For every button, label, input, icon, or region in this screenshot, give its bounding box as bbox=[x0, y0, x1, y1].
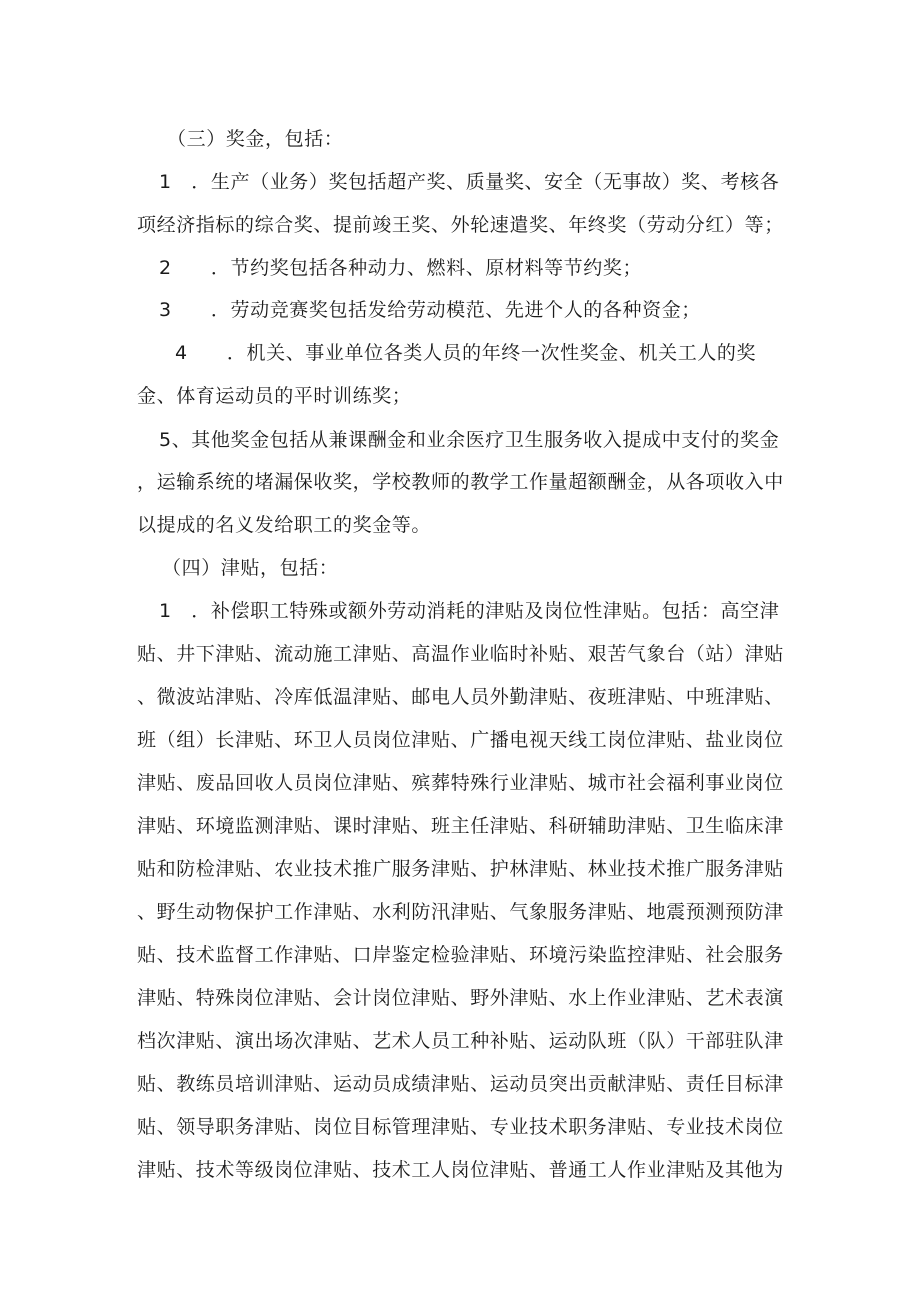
section-heading-allowance: （四）津贴，包括： bbox=[162, 557, 339, 579]
paragraph-line: 津贴、特殊岗位津贴、会计岗位津贴、野外津贴、水上作业津贴、艺术表演 bbox=[137, 987, 784, 1009]
paragraph-line: 、微波站津贴、冷库低温津贴、邮电人员外勤津贴、夜班津贴、中班津贴、 bbox=[137, 686, 784, 708]
paragraph-line: 以提成的名义发给职工的奖金等。 bbox=[137, 514, 432, 536]
paragraph-line: 项经济指标的综合奖、提前竣王奖、外轮速遣奖、年终奖（劳动分红）等； bbox=[137, 214, 784, 236]
paragraph-line: 贴、技术监督工作津贴、口岸鉴定检验津贴、环境污染监控津贴、社会服务 bbox=[137, 944, 784, 966]
paragraph-line: 贴、领导职务津贴、岗位目标管理津贴、专业技术职务津贴、专业技术岗位 bbox=[137, 1116, 784, 1138]
paragraph-line: ，运输系统的堵漏保收奖，学校教师的教学工作量超额酬金，从各项收入中 bbox=[137, 471, 784, 493]
paragraph-line: 1 ．补偿职工特殊或额外劳动消耗的津贴及岗位性津贴。包括：高空津 bbox=[159, 600, 780, 622]
paragraph-line: 贴和防检津贴、农业技术推广服务津贴、护林津贴、林业技术推广服务津贴 bbox=[137, 858, 784, 880]
paragraph-line: 5、其他奖金包括从兼课酬金和业余医疗卫生服务收入提成中支付的奖金 bbox=[159, 429, 780, 451]
section-heading-bonus: （三）奖金，包括： bbox=[167, 128, 344, 150]
paragraph-line: 档次津贴、演出场次津贴、艺术人员工种补贴、运动队班（队）干部驻队津 bbox=[137, 1030, 784, 1052]
paragraph-line: 2 ．节约奖包括各种动力、燃料、原材料等节约奖； bbox=[159, 257, 643, 279]
paragraph-line: 贴、教练员培训津贴、运动员成绩津贴、运动员突出贡献津贴、责任目标津 bbox=[137, 1073, 784, 1095]
paragraph-line: 贴、井下津贴、流动施工津贴、高温作业临时补贴、艰苦气象台（站）津贴 bbox=[137, 643, 784, 665]
paragraph-line: 、野生动物保护工作津贴、水利防汛津贴、气象服务津贴、地震预测预防津 bbox=[137, 901, 784, 923]
paragraph-line: 津贴、废品回收人员岗位津贴、殡葬特殊行业津贴、城市社会福利事业岗位 bbox=[137, 772, 784, 794]
paragraph-line: 津贴、环境监测津贴、课时津贴、班主任津贴、科研辅助津贴、卫生临床津 bbox=[137, 815, 784, 837]
paragraph-line: 1 ．生产（业务）奖包括超产奖、质量奖、安全（无事故）奖、考核各 bbox=[159, 171, 780, 193]
paragraph-line: 津贴、技术等级岗位津贴、技术工人岗位津贴、普通工人作业津贴及其他为 bbox=[137, 1159, 784, 1181]
paragraph-line: 4 ．机关、事业单位各类人员的年终一次性奖金、机关工人的奖 bbox=[175, 342, 757, 364]
paragraph-line: 金、体育运动员的平时训练奖； bbox=[137, 385, 412, 407]
paragraph-line: 班（组）长津贴、环卫人员岗位津贴、广播电视天线工岗位津贴、盐业岗位 bbox=[137, 729, 784, 751]
paragraph-line: 3 ．劳动竞赛奖包括发给劳动模范、先进个人的各种资金； bbox=[159, 299, 701, 321]
